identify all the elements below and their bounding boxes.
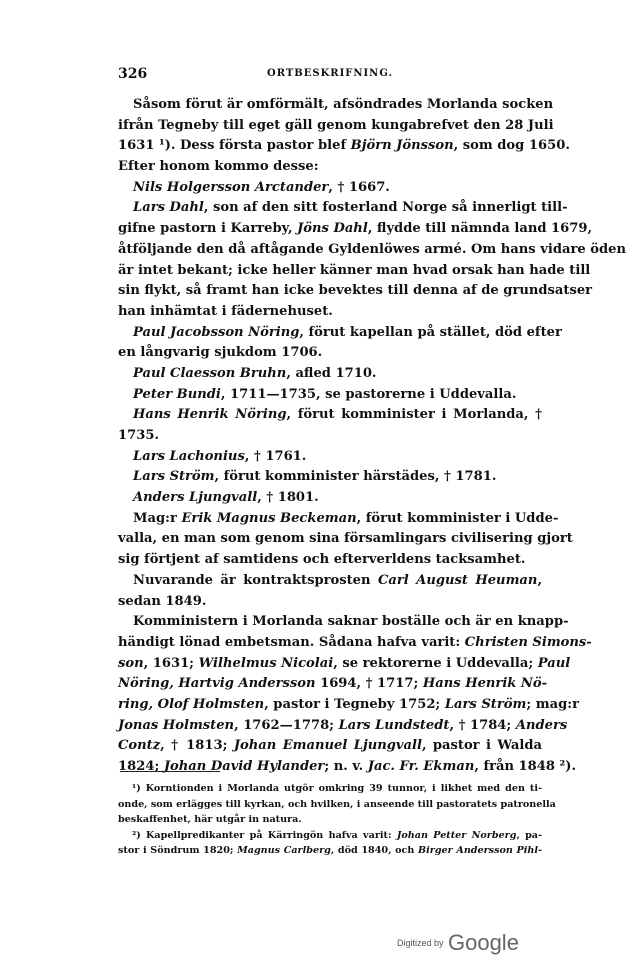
italic-name: Paul Claesson Bruhn [133, 365, 287, 381]
text-line [118, 385, 542, 406]
text-segment: , förut komminister i Udde- [356, 510, 559, 526]
italic-name: Birger Andersson Pihl- [418, 845, 542, 856]
text-segment: 1694, † 1717; [315, 676, 423, 692]
text-segment: valla, en man som genom sina församlingars civilisering gjort [118, 531, 573, 547]
italic-name: Johan Petter Norberg [396, 829, 517, 841]
text-segment: , † 1667. [328, 179, 390, 195]
text-line [118, 426, 542, 447]
text-line [118, 592, 542, 613]
italic-name: Lars Dahl [133, 200, 204, 216]
footnote-line [118, 828, 542, 844]
text-line [118, 364, 542, 385]
text-segment: ; mag:r [526, 696, 579, 712]
text-line [118, 467, 542, 488]
italic-name: Lars Ström [133, 469, 215, 485]
italic-name: Lars Lundstedt [338, 717, 450, 733]
text-segment: , se rektorerne i Uddevalla; [333, 655, 538, 671]
text-line [118, 488, 542, 509]
italic-name: Johan David Hylander [163, 759, 325, 774]
watermark-prefix: Digitized by [397, 938, 444, 948]
text-line [118, 219, 593, 240]
text-segment: Komministern i Morlanda saknar boställe och är en knapp- [133, 614, 569, 630]
text-segment: , från 1848 ²). [474, 759, 577, 774]
text-segment: ²) Kapellpredikanter på Kärringön hafva varit: [132, 829, 397, 841]
text-line [118, 136, 570, 157]
italic-name: Nöring, Hartvig Andersson [118, 676, 316, 692]
text-line [118, 695, 579, 716]
text-line [118, 343, 542, 364]
text-line [118, 529, 573, 550]
text-segment: , pastor i Walda [421, 738, 542, 754]
italic-name: Magnus Carlberg [237, 845, 331, 856]
text-segment: , 1631; [143, 655, 199, 671]
text-segment: sedan 1849. [118, 593, 207, 609]
text-line [118, 95, 554, 116]
text-line [118, 736, 542, 757]
footnote-line [118, 781, 542, 797]
text-line [118, 571, 542, 592]
text-segment: 1735. [118, 428, 160, 443]
text-segment: Nuvarande är kontraktsprosten [133, 572, 378, 588]
italic-name: Jöns Dahl [297, 221, 368, 237]
page-number: 326 [118, 66, 148, 82]
text-segment: Efter honom kommo desse: [118, 159, 319, 175]
google-logo: Google [447, 930, 519, 955]
text-segment: stor i Söndrum 1820; [118, 845, 238, 856]
text-segment: , † 1784; [449, 717, 516, 733]
italic-name: Johan Emanuel Ljungvall [233, 738, 422, 754]
text-segment: , [537, 572, 543, 588]
text-segment: , 1762—1778; [234, 717, 339, 733]
italic-name: Björn Jönsson [350, 138, 454, 154]
text-segment: , afled 1710. [286, 365, 377, 381]
italic-name: ring, Olof Holmsten [118, 696, 265, 712]
text-segment: , † 1813; [160, 738, 234, 754]
text-segment: 1631 ¹). Dess första pastor blef [118, 138, 351, 154]
running-head: ORTBESKRIFNING. [267, 68, 393, 79]
text-line [118, 757, 577, 778]
text-segment: , pa- [516, 829, 542, 841]
digitized-watermark [397, 930, 519, 956]
italic-name: Anders [515, 717, 568, 733]
text-line [118, 509, 559, 530]
italic-name: Wilhelmus Nicolai [198, 655, 334, 671]
text-segment: , död 1840, och [330, 845, 419, 856]
text-line [118, 447, 542, 468]
text-line [118, 281, 593, 302]
italic-name: Paul [537, 655, 571, 671]
text-line [118, 261, 591, 282]
text-line [118, 633, 592, 654]
italic-name: Jonas Holmsten [118, 717, 235, 733]
footnotes [118, 781, 556, 859]
text-segment: beskaffenhet, här utgår in natura. [118, 814, 302, 825]
text-line [118, 654, 571, 675]
text-segment: 1824; [118, 759, 164, 774]
text-segment: , flydde till nämnda land 1679, [367, 221, 593, 237]
italic-name: Anders Ljungvall [133, 490, 258, 506]
text-segment: är intet bekant; icke heller känner man hvad orsak han hade till [118, 262, 591, 278]
text-line [118, 405, 542, 426]
page-header [118, 66, 542, 82]
text-line [118, 240, 626, 261]
text-segment: , förut komminister i Morlanda, † [286, 407, 542, 423]
footnote-rule [120, 771, 220, 772]
italic-name: Hans Henrik Nö- [422, 676, 548, 692]
italic-name: Jac. Fr. Ekman [367, 759, 475, 774]
text-segment: , 1711—1735, se pastorerne i Uddevalla. [220, 386, 517, 402]
footnote-line [118, 812, 542, 828]
italic-name: Peter Bundi [133, 386, 221, 402]
text-line [118, 674, 548, 695]
text-line [118, 198, 568, 219]
text-segment: , son af den sitt fosterland Norge så innerligt till- [203, 200, 568, 216]
text-line [118, 323, 562, 344]
body-text [118, 95, 626, 778]
text-segment: en långvarig sjukdom 1706. [118, 345, 323, 361]
text-segment: Mag:r [133, 510, 182, 526]
text-segment: ifrån Tegneby till eget gäll genom kungabrefvet den 28 Juli [118, 117, 554, 133]
text-segment: , † 1801. [257, 490, 319, 506]
text-line [118, 157, 542, 178]
italic-name: Contz [118, 738, 161, 754]
text-line [118, 612, 569, 633]
text-line [118, 178, 542, 199]
text-segment: sin flykt, så framt han icke bevektes till denna af de grundsatser [118, 283, 593, 299]
text-segment: , förut komminister härstädes, † 1781. [214, 469, 497, 485]
text-line [118, 716, 568, 737]
footnote-line [118, 843, 542, 859]
text-segment: händigt lönad embetsman. Sådana hafva varit: [118, 634, 465, 650]
italic-name: Lars Lachonius [133, 448, 245, 464]
text-line [118, 116, 554, 137]
text-segment: , † 1761. [244, 448, 307, 464]
text-segment: onde, som erlägges till kyrkan, och hvilken, i anseende till pastoratets patronella [118, 798, 556, 810]
italic-name: Lars Ström [444, 696, 527, 712]
italic-name: Carl August Heuman [377, 572, 538, 588]
italic-name: son [118, 655, 144, 671]
footnote-line [118, 797, 556, 813]
text-line [118, 302, 542, 323]
text-segment: Såsom förut är omförmält, afsöndrades Morlanda socken [133, 97, 554, 112]
text-segment: ¹) Kornti​onden i Morlanda utgör omkring 39 tunnor, i likhet med den ti- [132, 783, 542, 794]
text-segment: , som dog 1650. [453, 138, 570, 154]
text-segment: , pastor i Tegneby 1752; [264, 696, 445, 712]
italic-name: Christen Simons- [464, 634, 592, 650]
text-segment: gifne pastorn i Karreby, [118, 221, 298, 237]
text-segment: sig förtjent af samtidens och efterverldens tacksamhet. [118, 552, 526, 568]
text-segment: , förut kapellan på stället, död efter [299, 324, 562, 340]
text-segment: han inhämtat i fädernehuset. [118, 303, 333, 319]
italic-name: Nils Holgersson Arctander [133, 179, 329, 195]
italic-name: Erik Magnus Beckeman [181, 510, 357, 526]
text-segment: åtföljande den då aftågande Gyldenlöwes armé. Om hans vidare öden [118, 241, 626, 257]
italic-name: Paul Jacobsson Nöring [133, 324, 300, 340]
italic-name: Hans Henrik Nöring [133, 407, 287, 423]
text-line [118, 550, 542, 571]
text-segment: ; n. v. [324, 759, 368, 774]
